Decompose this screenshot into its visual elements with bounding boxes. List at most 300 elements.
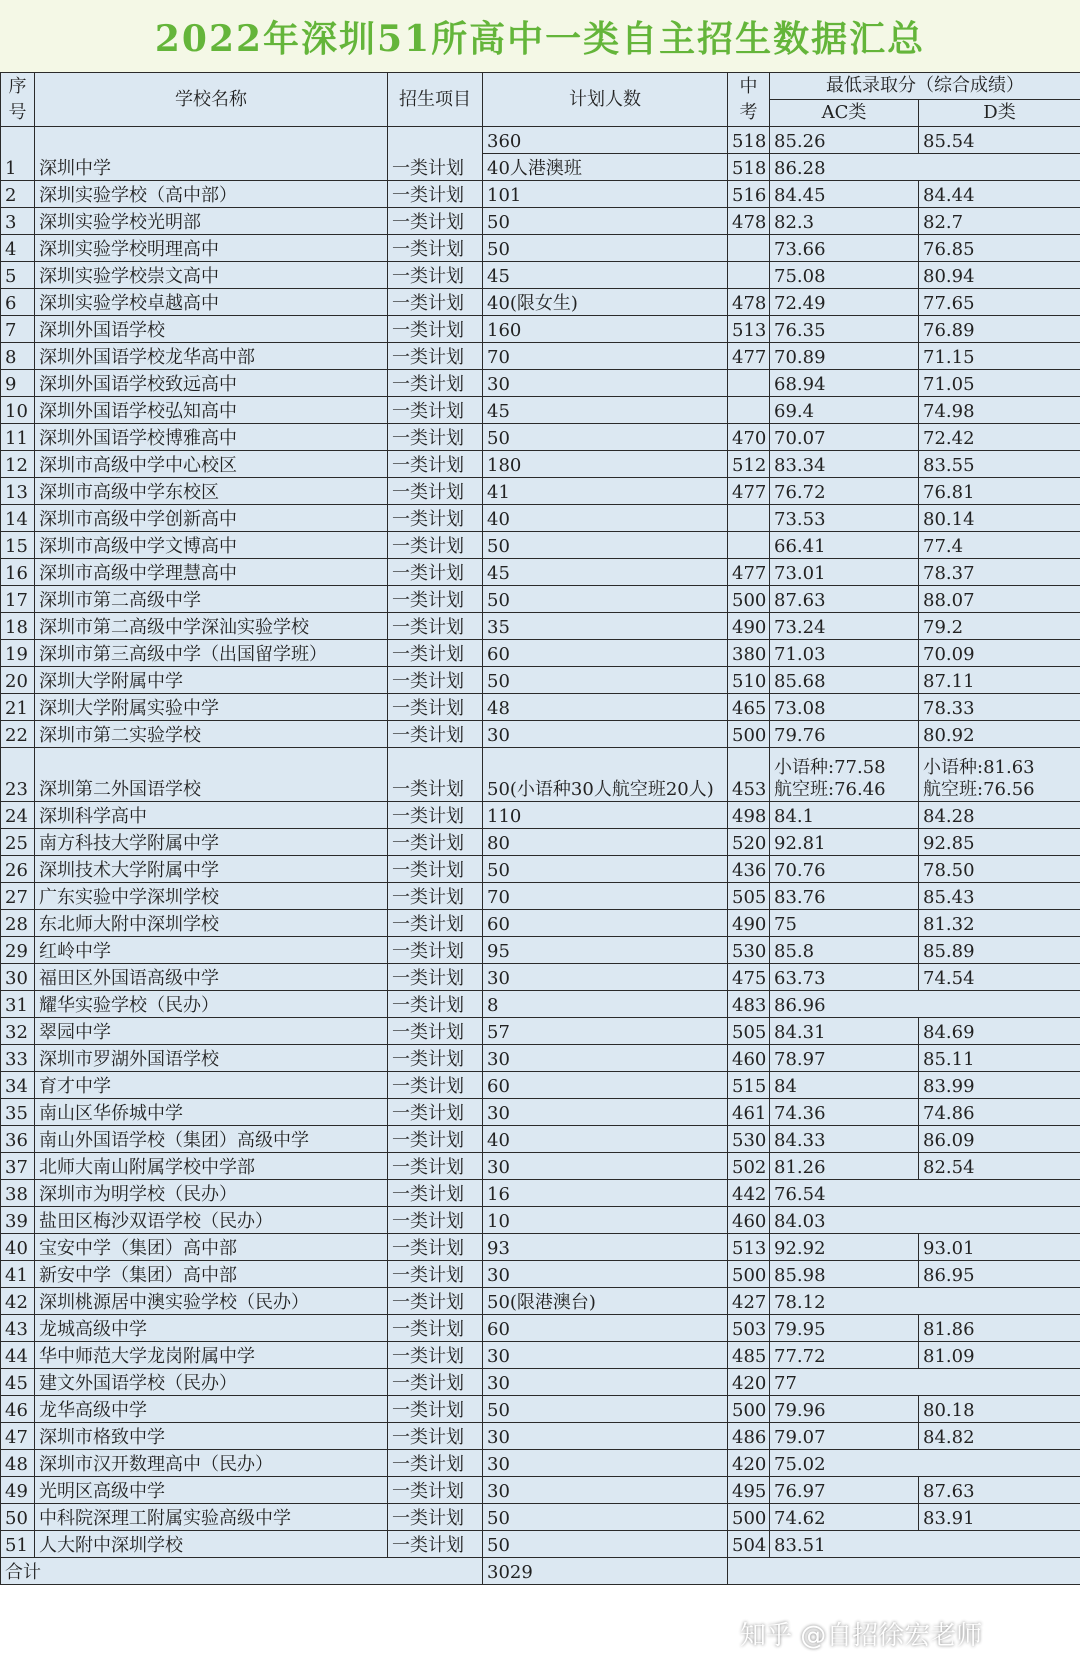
d-score: 83.55 [919,451,1080,478]
school-name: 深圳大学附属中学 [35,667,388,694]
row-no: 11 [1,424,35,451]
ac-score: 72.49 [770,289,919,316]
d-score: 74.54 [919,964,1080,991]
project: 一类计划 [388,1288,483,1315]
project: 一类计划 [388,640,483,667]
d-score: 78.50 [919,856,1080,883]
table-row [1,451,1080,478]
school-name: 盐田区梅沙双语学校（民办） [35,1207,388,1234]
plan-count: 30 [483,1477,728,1504]
table-row [1,235,1080,262]
plan-count: 50 [483,208,728,235]
project: 一类计划 [388,1045,483,1072]
plan-count: 50(小语种30人航空班20人) [483,748,728,802]
school-name: 深圳市罗湖外国语学校 [35,1045,388,1072]
plan-count: 50 [483,586,728,613]
project: 一类计划 [388,1396,483,1423]
zhongkao-score [728,262,770,289]
ac-score: 92.81 [770,829,919,856]
project: 一类计划 [388,1018,483,1045]
admission-table [0,72,1080,1585]
ac-score: 92.92 [770,1234,919,1261]
project: 一类计划 [388,1153,483,1180]
table-row [1,1207,1080,1234]
ac-score: 85.68 [770,667,919,694]
school-name: 深圳市格致中学 [35,1423,388,1450]
table-row [1,1018,1080,1045]
school-name: 深圳大学附属实验中学 [35,694,388,721]
plan-count: 80 [483,829,728,856]
ac-score: 82.3 [770,208,919,235]
table-row [1,1234,1080,1261]
row-no: 33 [1,1045,35,1072]
plan-count: 95 [483,937,728,964]
zhongkao-score: 505 [728,1018,770,1045]
row-no: 49 [1,1477,35,1504]
project: 一类计划 [388,1342,483,1369]
d-score: 87.11 [919,667,1080,694]
ac-score: 74.62 [770,1504,919,1531]
zhongkao-score: 465 [728,694,770,721]
zhongkao-score: 498 [728,802,770,829]
school-name: 深圳外国语学校弘知高中 [35,397,388,424]
project: 一类计划 [388,991,483,1018]
ac-score: 79.07 [770,1423,919,1450]
zhongkao-score [728,505,770,532]
ac-score: 73.24 [770,613,919,640]
plan-count: 60 [483,1072,728,1099]
plan-count: 10 [483,1207,728,1234]
zhongkao-score: 502 [728,1153,770,1180]
table-row [1,1315,1080,1342]
row-no: 25 [1,829,35,856]
row-no: 12 [1,451,35,478]
ac-score: 73.08 [770,694,919,721]
project: 一类计划 [388,1234,483,1261]
d-score: 71.15 [919,343,1080,370]
score-line: 航空班:76.46 [774,779,886,800]
row-no: 1 [1,127,35,181]
project: 一类计划 [388,910,483,937]
table-row [1,1531,1080,1558]
table-row [1,262,1080,289]
ac-score: 76.35 [770,316,919,343]
d-score: 70.09 [919,640,1080,667]
project: 一类计划 [388,1126,483,1153]
d-score: 72.42 [919,424,1080,451]
plan-count: 93 [483,1234,728,1261]
project: 一类计划 [388,856,483,883]
header-zhongkao: 中 考 [728,73,770,127]
table-row [1,505,1080,532]
zhongkao-score: 500 [728,1261,770,1288]
header-project: 招生项目 [388,73,483,127]
ac-score: 74.36 [770,1099,919,1126]
d-score: 80.94 [919,262,1080,289]
table-row [1,1261,1080,1288]
zhongkao-score: 442 [728,1180,770,1207]
d-score: 78.37 [919,559,1080,586]
project: 一类计划 [388,532,483,559]
d-score: 77.65 [919,289,1080,316]
ac-score: 84 [770,1072,919,1099]
project: 一类计划 [388,127,483,181]
school-name: 广东实验中学深圳学校 [35,883,388,910]
ac-score: 85.26 [770,127,919,154]
plan-count: 101 [483,181,728,208]
row-no: 16 [1,559,35,586]
zhongkao-score: 478 [728,208,770,235]
row-no: 51 [1,1531,35,1558]
zhongkao-score: 436 [728,856,770,883]
watermark: 知乎 @自招徐宏老师 [740,1621,983,1651]
table-row [1,1369,1080,1396]
row-no: 38 [1,1180,35,1207]
ac-score: 70.76 [770,856,919,883]
table-row [1,1153,1080,1180]
school-name: 深圳市第二高级中学深汕实验学校 [35,613,388,640]
ac-score: 73.53 [770,505,919,532]
project: 一类计划 [388,289,483,316]
table-row [1,181,1080,208]
plan-count: 30 [483,1450,728,1477]
plan-count: 50 [483,1531,728,1558]
school-name: 南山外国语学校（集团）高级中学 [35,1126,388,1153]
row-no: 47 [1,1423,35,1450]
row-no: 30 [1,964,35,991]
d-score: 80.18 [919,1396,1080,1423]
school-name: 深圳外国语学校博雅高中 [35,424,388,451]
school-name: 建文外国语学校（民办） [35,1369,388,1396]
d-score [919,748,1080,802]
school-name: 深圳桃源居中澳实验学校（民办） [35,1288,388,1315]
row-no: 23 [1,748,35,802]
project: 一类计划 [388,1099,483,1126]
row-no: 35 [1,1099,35,1126]
project: 一类计划 [388,181,483,208]
table-row [1,964,1080,991]
school-name: 深圳实验学校（高中部） [35,181,388,208]
project: 一类计划 [388,829,483,856]
plan-count: 41 [483,478,728,505]
plan-count: 30 [483,964,728,991]
ac-score: 84.1 [770,802,919,829]
plan-count: 35 [483,613,728,640]
ac-score: 73.66 [770,235,919,262]
d-score: 85.89 [919,937,1080,964]
row-no: 48 [1,1450,35,1477]
plan-count: 60 [483,910,728,937]
ac-score: 71.03 [770,640,919,667]
plan-count: 30 [483,370,728,397]
plan-count: 30 [483,1369,728,1396]
plan-count: 360 [483,127,728,154]
project: 一类计划 [388,1450,483,1477]
plan-count: 50 [483,667,728,694]
table-row [1,991,1080,1018]
ac-score: 84.33 [770,1126,919,1153]
zhongkao-score: 380 [728,640,770,667]
plan-count: 60 [483,640,728,667]
plan-count: 40人港澳班 [483,154,728,181]
zhongkao-score: 495 [728,1477,770,1504]
table-row [1,1342,1080,1369]
row-no: 34 [1,1072,35,1099]
row-no: 45 [1,1369,35,1396]
score-line: 小语种:81.63 [923,757,1035,778]
plan-count: 45 [483,559,728,586]
d-score: 87.63 [919,1477,1080,1504]
table-row [1,640,1080,667]
row-no: 22 [1,721,35,748]
header-ac: AC类 [770,100,919,127]
project: 一类计划 [388,802,483,829]
project: 一类计划 [388,1477,483,1504]
table-row [1,883,1080,910]
ac-score: 77.72 [770,1342,919,1369]
plan-count: 40(限女生) [483,289,728,316]
project: 一类计划 [388,424,483,451]
school-name: 深圳技术大学附属中学 [35,856,388,883]
table-row [1,478,1080,505]
table-row [1,856,1080,883]
row-no: 26 [1,856,35,883]
zhongkao-score: 485 [728,1342,770,1369]
table-row [1,1423,1080,1450]
zhongkao-score: 486 [728,1423,770,1450]
ac-score: 86.96 [770,991,1080,1018]
table-row [1,127,1080,154]
table-row [1,937,1080,964]
school-name: 翠园中学 [35,1018,388,1045]
ac-score: 83.34 [770,451,919,478]
table-row [1,667,1080,694]
d-score: 71.05 [919,370,1080,397]
plan-count: 45 [483,397,728,424]
zhongkao-score: 530 [728,1126,770,1153]
project: 一类计划 [388,343,483,370]
row-no: 40 [1,1234,35,1261]
ac-score: 77 [770,1369,1080,1396]
zhongkao-score: 530 [728,937,770,964]
d-score: 93.01 [919,1234,1080,1261]
row-no: 32 [1,1018,35,1045]
row-no: 24 [1,802,35,829]
ac-score: 70.07 [770,424,919,451]
project: 一类计划 [388,262,483,289]
zhongkao-score: 513 [728,1234,770,1261]
ac-score: 78.12 [770,1288,1080,1315]
row-no: 27 [1,883,35,910]
table-row [1,424,1080,451]
project: 一类计划 [388,1180,483,1207]
ac-score: 84.31 [770,1018,919,1045]
ac-score: 83.76 [770,883,919,910]
total-label: 合计 [1,1558,483,1585]
ac-score: 66.41 [770,532,919,559]
ac-score [770,748,919,802]
ac-score: 63.73 [770,964,919,991]
d-score: 81.09 [919,1342,1080,1369]
ac-score: 68.94 [770,370,919,397]
plan-count: 70 [483,883,728,910]
table-row [1,208,1080,235]
school-name: 深圳科学高中 [35,802,388,829]
plan-count: 57 [483,1018,728,1045]
project: 一类计划 [388,451,483,478]
project: 一类计划 [388,559,483,586]
d-score: 80.92 [919,721,1080,748]
school-name: 深圳第二外国语学校 [35,748,388,802]
ac-score: 84.03 [770,1207,1080,1234]
zhongkao-score: 513 [728,316,770,343]
row-no: 44 [1,1342,35,1369]
zhongkao-score: 475 [728,964,770,991]
total-plan: 3029 [483,1558,728,1585]
row-no: 8 [1,343,35,370]
row-no: 21 [1,694,35,721]
header-min-score: 最低录取分（综合成绩） [770,73,1080,100]
table-row [1,1450,1080,1477]
row-no: 9 [1,370,35,397]
project: 一类计划 [388,1072,483,1099]
project: 一类计划 [388,586,483,613]
plan-count: 70 [483,343,728,370]
plan-count: 50 [483,1396,728,1423]
table-row [1,1180,1080,1207]
d-score: 85.11 [919,1045,1080,1072]
ac-score: 84.45 [770,181,919,208]
school-name: 龙华高级中学 [35,1396,388,1423]
project: 一类计划 [388,316,483,343]
table-row [1,1288,1080,1315]
table-row [1,397,1080,424]
plan-count: 50 [483,424,728,451]
table-row [1,586,1080,613]
table-row [1,748,1080,802]
ac-score: 79.95 [770,1315,919,1342]
school-name: 东北师大附中深圳学校 [35,910,388,937]
row-no: 36 [1,1126,35,1153]
row-no: 14 [1,505,35,532]
school-name: 中科院深理工附属实验高级中学 [35,1504,388,1531]
d-score: 83.91 [919,1504,1080,1531]
ac-score: 70.89 [770,343,919,370]
project: 一类计划 [388,397,483,424]
school-name: 人大附中深圳学校 [35,1531,388,1558]
table-row [1,1396,1080,1423]
project: 一类计划 [388,235,483,262]
school-name: 深圳外国语学校龙华高中部 [35,343,388,370]
header-school: 学校名称 [35,73,388,127]
school-name: 深圳市高级中学中心校区 [35,451,388,478]
school-name: 深圳市高级中学文博高中 [35,532,388,559]
zhongkao-score: 516 [728,181,770,208]
school-name: 深圳市高级中学东校区 [35,478,388,505]
school-name: 光明区高级中学 [35,1477,388,1504]
ac-score: 75.02 [770,1450,1080,1477]
d-score: 84.69 [919,1018,1080,1045]
d-score: 79.2 [919,613,1080,640]
d-score: 76.81 [919,478,1080,505]
plan-count: 50 [483,1504,728,1531]
school-name: 龙城高级中学 [35,1315,388,1342]
ac-score: 78.97 [770,1045,919,1072]
plan-count: 180 [483,451,728,478]
plan-count: 30 [483,1423,728,1450]
school-name: 深圳中学 [35,127,388,181]
row-no: 6 [1,289,35,316]
plan-count: 30 [483,721,728,748]
school-name: 深圳实验学校崇文高中 [35,262,388,289]
d-score: 76.85 [919,235,1080,262]
zhongkao-score: 512 [728,451,770,478]
plan-count: 30 [483,1045,728,1072]
row-no: 2 [1,181,35,208]
row-no: 37 [1,1153,35,1180]
d-score: 76.89 [919,316,1080,343]
school-name: 深圳市第二实验学校 [35,721,388,748]
school-name: 深圳市高级中学创新高中 [35,505,388,532]
zhongkao-score: 460 [728,1045,770,1072]
header-plan: 计划人数 [483,73,728,127]
ac-score: 79.76 [770,721,919,748]
school-name: 深圳实验学校卓越高中 [35,289,388,316]
plan-count: 45 [483,262,728,289]
plan-count: 50 [483,856,728,883]
plan-count: 110 [483,802,728,829]
project: 一类计划 [388,1261,483,1288]
plan-count: 50 [483,235,728,262]
d-score: 78.33 [919,694,1080,721]
table-row [1,1504,1080,1531]
plan-count: 30 [483,1342,728,1369]
zhongkao-score: 420 [728,1369,770,1396]
project: 一类计划 [388,748,483,802]
d-score: 82.54 [919,1153,1080,1180]
d-score: 84.82 [919,1423,1080,1450]
plan-count: 40 [483,1126,728,1153]
d-score: 81.86 [919,1315,1080,1342]
page-title: 2022年深圳51所高中一类自主招生数据汇总 [0,0,1080,72]
ac-score: 81.26 [770,1153,919,1180]
row-no: 10 [1,397,35,424]
d-score: 77.4 [919,532,1080,559]
table-row [1,316,1080,343]
row-no: 43 [1,1315,35,1342]
project: 一类计划 [388,478,483,505]
zhongkao-score: 500 [728,586,770,613]
zhongkao-score: 520 [728,829,770,856]
zhongkao-score: 460 [728,1207,770,1234]
plan-count: 30 [483,1099,728,1126]
row-no: 7 [1,316,35,343]
d-score: 82.7 [919,208,1080,235]
zhongkao-score: 518 [728,154,770,181]
ac-score: 79.96 [770,1396,919,1423]
zhongkao-score: 478 [728,289,770,316]
project: 一类计划 [388,694,483,721]
d-score: 85.43 [919,883,1080,910]
table-row [1,1072,1080,1099]
d-score: 84.28 [919,802,1080,829]
project: 一类计划 [388,370,483,397]
school-name: 福田区外国语高级中学 [35,964,388,991]
project: 一类计划 [388,1423,483,1450]
score-line: 航空班:76.56 [923,779,1035,800]
total-blank [728,1558,1080,1585]
header-d: D类 [919,100,1080,127]
